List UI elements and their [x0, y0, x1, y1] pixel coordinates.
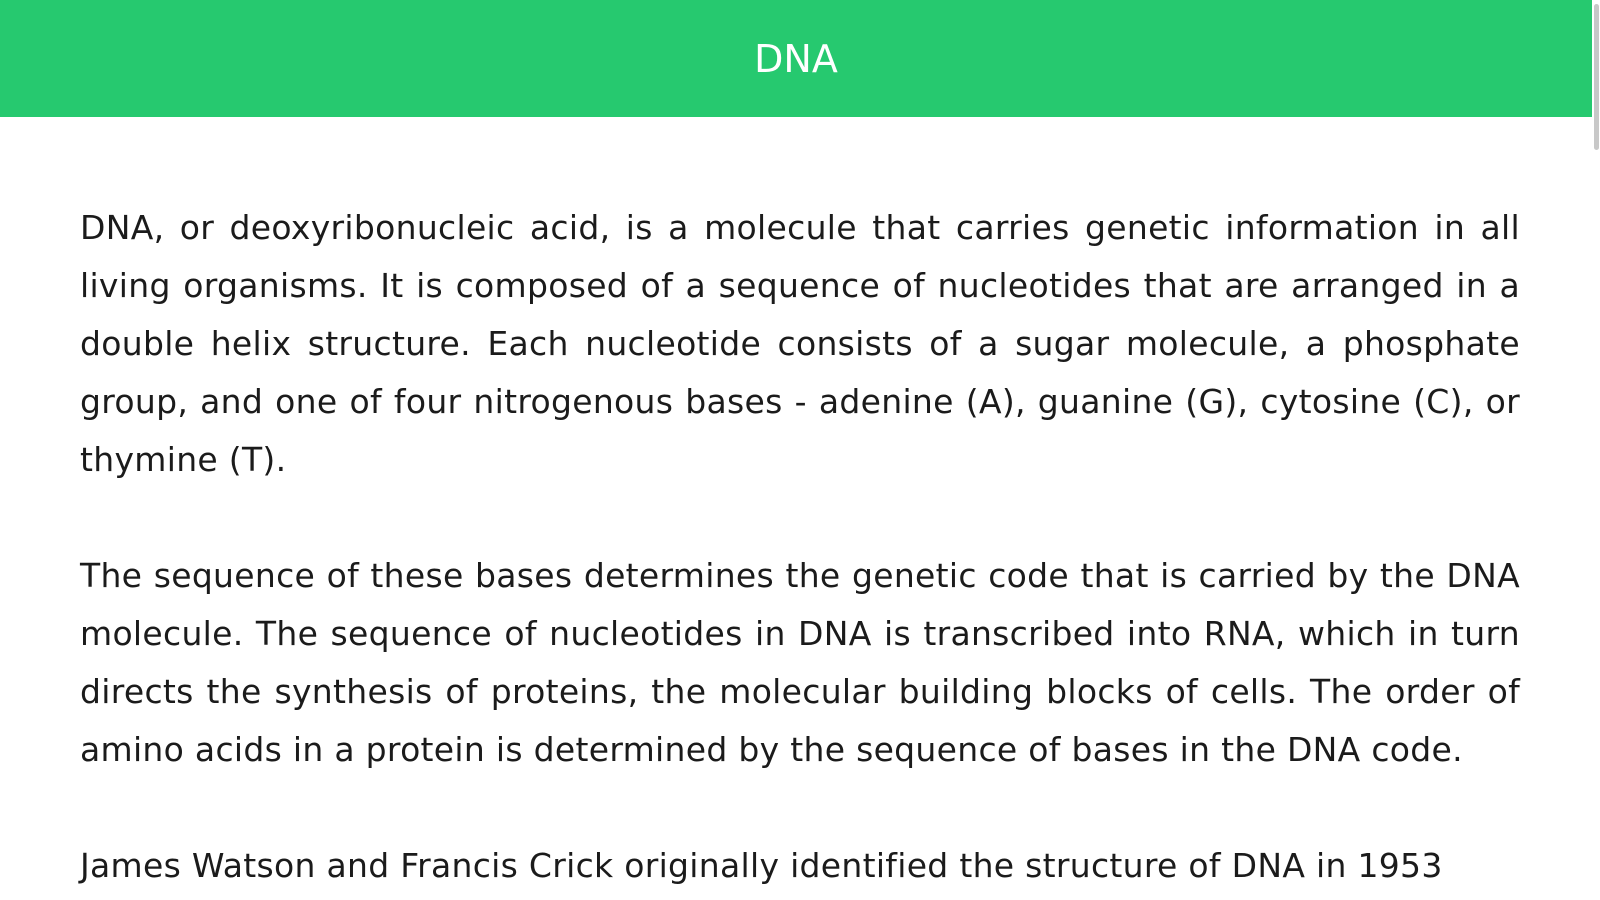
- app-header: [0, 0, 1592, 117]
- article-content[interactable]: [80, 199, 1520, 900]
- vertical-scrollbar[interactable]: [1592, 0, 1600, 900]
- article-paragraph-2: The sequence of these bases determines the genetic code that is carried by the DNA molecule. The sequence of nucleotides in DNA is transcribed into RNA, which in turn directs the synthesis of proteins, the molecular building blocks of cells. The order of amino acids in a protein is determined by the sequence of bases in the DNA code.: [80, 556, 1520, 769]
- scrollbar-thumb[interactable]: [1594, 4, 1599, 150]
- article-paragraph-3: James Watson and Francis Crick originally identified the structure of DNA in 1953: [80, 846, 1443, 885]
- article-paragraph-1: DNA, or deoxyribonucleic acid, is a molecule that carries genetic information in all living organisms. It is composed of a sequence of nucleotides that are arranged in a double helix structure. Each nucleotide consists of a sugar molecule, a phosphate group, and one of four nitrogenous bases - adenine (A), guanine (G), cytosine (C), or thymine (T).: [80, 208, 1520, 479]
- page-title: DNA: [754, 36, 838, 81]
